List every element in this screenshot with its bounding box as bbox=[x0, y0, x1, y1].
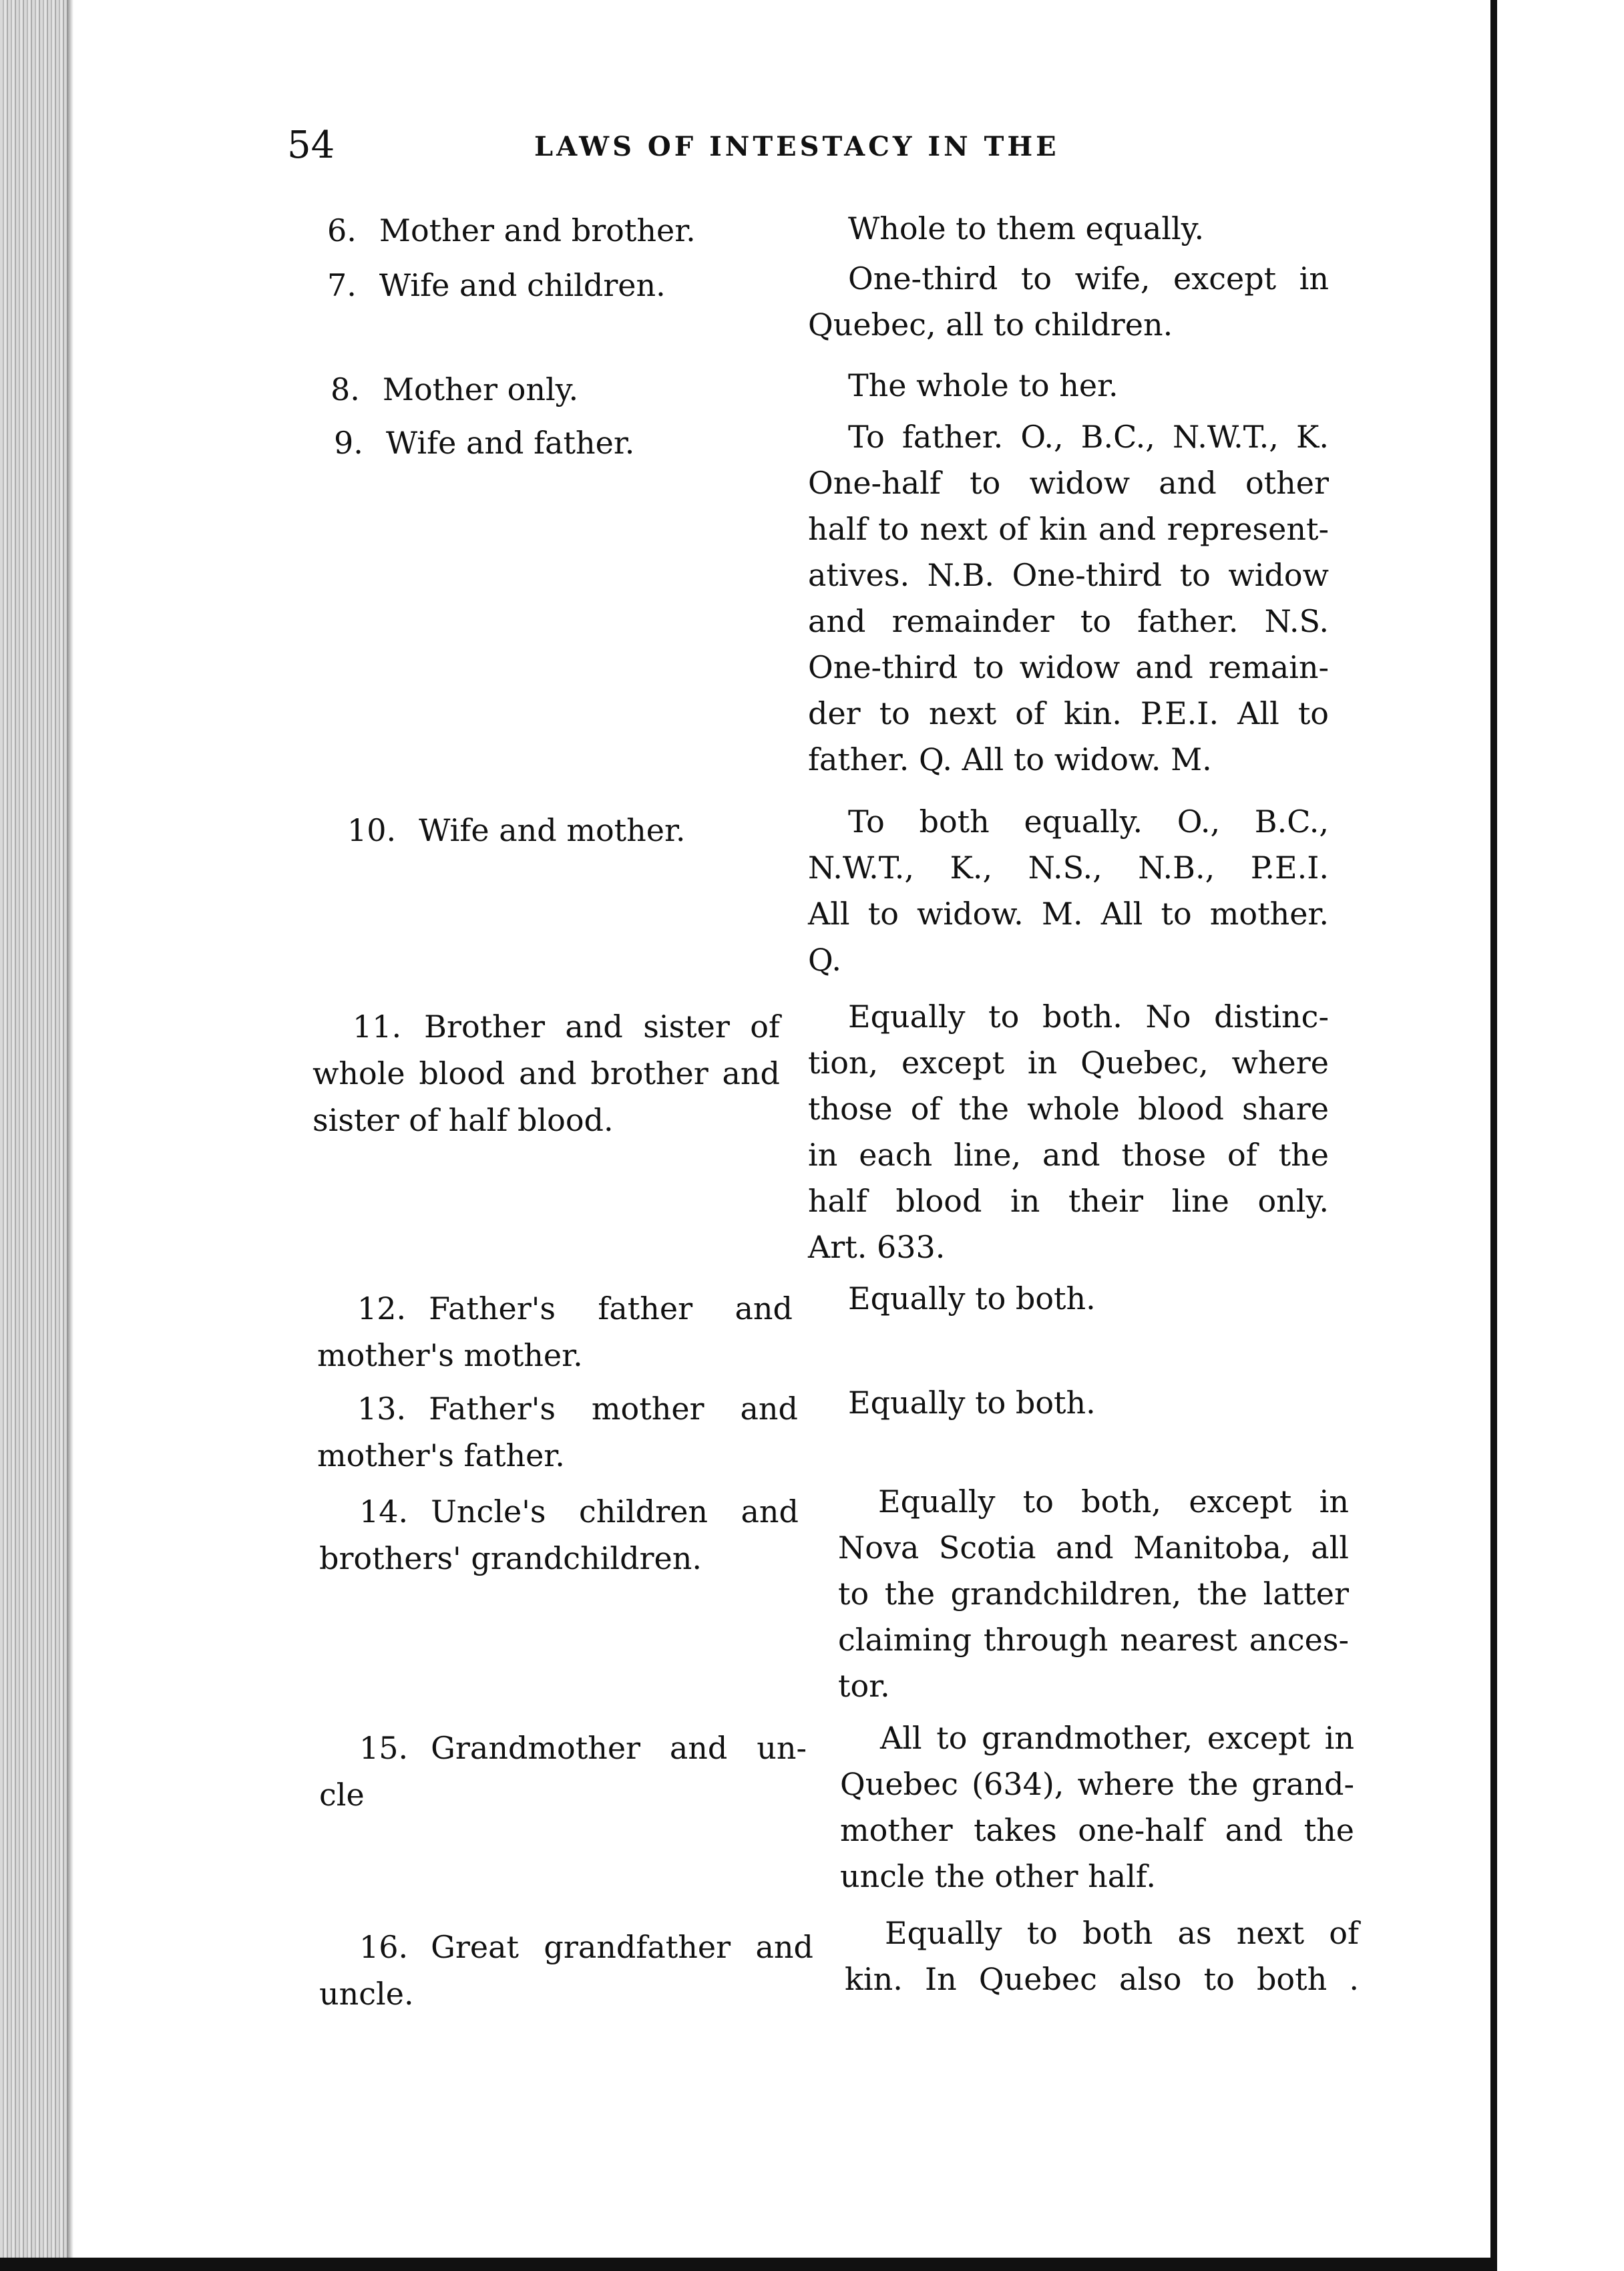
distribution-line: der to next of kin. P.E.I. All to bbox=[808, 695, 1329, 731]
entry-number: 10. bbox=[347, 812, 397, 848]
heir-line bbox=[319, 1488, 799, 1535]
distribution-line: atives. N.B. One-third to widow bbox=[808, 557, 1329, 593]
entry-number: 14. bbox=[359, 1494, 409, 1530]
entry-10-distribution bbox=[808, 799, 1329, 983]
entry-number: 12. bbox=[357, 1290, 407, 1327]
entry-9-heir bbox=[334, 419, 634, 466]
entry-number: 15. bbox=[359, 1730, 409, 1766]
distribution-line: To both equally. O., B.C., bbox=[848, 804, 1329, 840]
entry-12-heir bbox=[317, 1285, 793, 1379]
heir-text: Mother and brother. bbox=[379, 212, 696, 248]
heir-line bbox=[319, 1924, 813, 1970]
distribution-line: Equally to both, except in bbox=[878, 1483, 1349, 1520]
heir-line: mother's father. bbox=[317, 1437, 565, 1473]
page-number: 54 bbox=[287, 124, 335, 167]
entry-8-distribution bbox=[808, 363, 1329, 409]
heir-text: Great grandfather and bbox=[431, 1929, 813, 1965]
entry-6-heir bbox=[327, 207, 696, 254]
heir-text: Grandmother and un- bbox=[431, 1730, 807, 1766]
heir-line: cle bbox=[319, 1777, 365, 1813]
distribution-line: Whole to them equally. bbox=[848, 210, 1205, 246]
page-bottom-border bbox=[0, 2258, 1497, 2271]
entry-7-distribution bbox=[808, 256, 1329, 348]
heir-line: uncle. bbox=[319, 1976, 414, 2012]
heir-line: whole blood and brother and bbox=[313, 1055, 780, 1091]
entry-11-distribution bbox=[808, 994, 1329, 1270]
entry-number: 16. bbox=[359, 1929, 409, 1965]
distribution-line: Art. 633. bbox=[808, 1229, 946, 1265]
distribution-line: One-half to widow and other bbox=[808, 465, 1329, 501]
distribution-line: Equally to both. bbox=[848, 1385, 1096, 1421]
page-binding-edge bbox=[0, 0, 67, 2271]
distribution-line: Nova Scotia and Manitoba, all bbox=[838, 1530, 1349, 1566]
distribution-line: claiming through nearest ances- bbox=[838, 1622, 1349, 1658]
heir-line bbox=[317, 1285, 793, 1332]
entry-11-heir bbox=[313, 1003, 780, 1144]
distribution-line: tor. bbox=[838, 1668, 890, 1704]
heir-line bbox=[313, 1003, 780, 1050]
distribution-line: to the grandchildren, the latter bbox=[838, 1576, 1349, 1612]
distribution-line: uncle the other half. bbox=[840, 1858, 1156, 1894]
heir-line bbox=[319, 1725, 807, 1771]
entry-16-heir bbox=[319, 1924, 813, 2017]
entry-10-heir bbox=[347, 807, 686, 854]
entry-13-distribution bbox=[808, 1380, 1329, 1426]
distribution-line: To father. O., B.C., N.W.T., K. bbox=[848, 419, 1329, 455]
distribution-line: The whole to her. bbox=[848, 367, 1119, 403]
page-right-border bbox=[1490, 0, 1497, 2271]
heir-text: Wife and father. bbox=[385, 425, 635, 461]
entry-13-heir bbox=[317, 1385, 798, 1479]
heir-text: Brother and sister of bbox=[424, 1009, 780, 1045]
heir-text: Wife and mother. bbox=[419, 812, 686, 848]
entry-8-heir bbox=[331, 366, 578, 413]
entry-number: 8. bbox=[331, 371, 360, 407]
entry-9-distribution bbox=[808, 414, 1329, 783]
entry-6-distribution bbox=[808, 206, 1329, 252]
heir-text: Father's father and bbox=[429, 1290, 793, 1327]
heir-text: Wife and children. bbox=[379, 267, 666, 303]
entry-number: 11. bbox=[353, 1009, 402, 1045]
heir-text: Uncle's children and bbox=[431, 1494, 799, 1530]
distribution-line: Equally to both as next of bbox=[885, 1915, 1359, 1951]
entry-15-heir bbox=[319, 1725, 807, 1818]
distribution-line: Equally to both. bbox=[848, 1280, 1096, 1317]
entry-14-distribution bbox=[838, 1479, 1349, 1709]
entry-12-distribution bbox=[808, 1276, 1329, 1322]
distribution-line: One-third to widow and remain- bbox=[808, 649, 1329, 685]
distribution-line: Q. bbox=[808, 942, 842, 978]
distribution-line: and remainder to father. N.S. bbox=[808, 603, 1329, 639]
binding-shadow bbox=[67, 0, 73, 2271]
heir-text: Father's mother and bbox=[429, 1391, 798, 1427]
scan-right-margin bbox=[1497, 0, 1624, 2271]
entry-number: 9. bbox=[334, 425, 363, 461]
distribution-line: half blood in their line only. bbox=[808, 1183, 1329, 1219]
distribution-line: kin. In Quebec also to both . bbox=[845, 1961, 1359, 1997]
entry-14-heir bbox=[319, 1488, 799, 1582]
entry-15-distribution bbox=[840, 1715, 1354, 1900]
entry-number: 6. bbox=[327, 212, 357, 248]
distribution-line: All to grandmother, except in bbox=[880, 1720, 1354, 1756]
distribution-line: Quebec, all to children. bbox=[808, 307, 1173, 343]
distribution-line: tion, except in Quebec, where bbox=[808, 1045, 1329, 1081]
distribution-line: N.W.T., K., N.S., N.B., P.E.I. bbox=[808, 850, 1329, 886]
distribution-line: Equally to both. No distinc- bbox=[848, 999, 1329, 1035]
entry-number: 13. bbox=[357, 1391, 407, 1427]
distribution-line: those of the whole blood share bbox=[808, 1091, 1329, 1127]
entry-16-distribution bbox=[845, 1910, 1359, 2002]
distribution-line: All to widow. M. All to mother. bbox=[808, 896, 1329, 932]
heir-line: mother's mother. bbox=[317, 1337, 583, 1373]
entry-7-heir bbox=[327, 262, 666, 309]
distribution-line: One-third to wife, except in bbox=[848, 260, 1329, 297]
heir-line bbox=[317, 1385, 798, 1432]
distribution-line: father. Q. All to widow. M. bbox=[808, 741, 1212, 777]
entry-number: 7. bbox=[327, 267, 357, 303]
heir-text: Mother only. bbox=[382, 371, 579, 407]
distribution-line: Quebec (634), where the grand- bbox=[840, 1766, 1354, 1802]
distribution-line: in each line, and those of the bbox=[808, 1137, 1329, 1173]
running-head: LAWS OF INTESTACY IN THE bbox=[534, 131, 1060, 162]
distribution-line: half to next of kin and represent- bbox=[808, 511, 1329, 547]
heir-line: brothers' grandchildren. bbox=[319, 1540, 702, 1576]
heir-line: sister of half blood. bbox=[313, 1102, 614, 1138]
distribution-line: mother takes one-half and the bbox=[840, 1812, 1354, 1848]
